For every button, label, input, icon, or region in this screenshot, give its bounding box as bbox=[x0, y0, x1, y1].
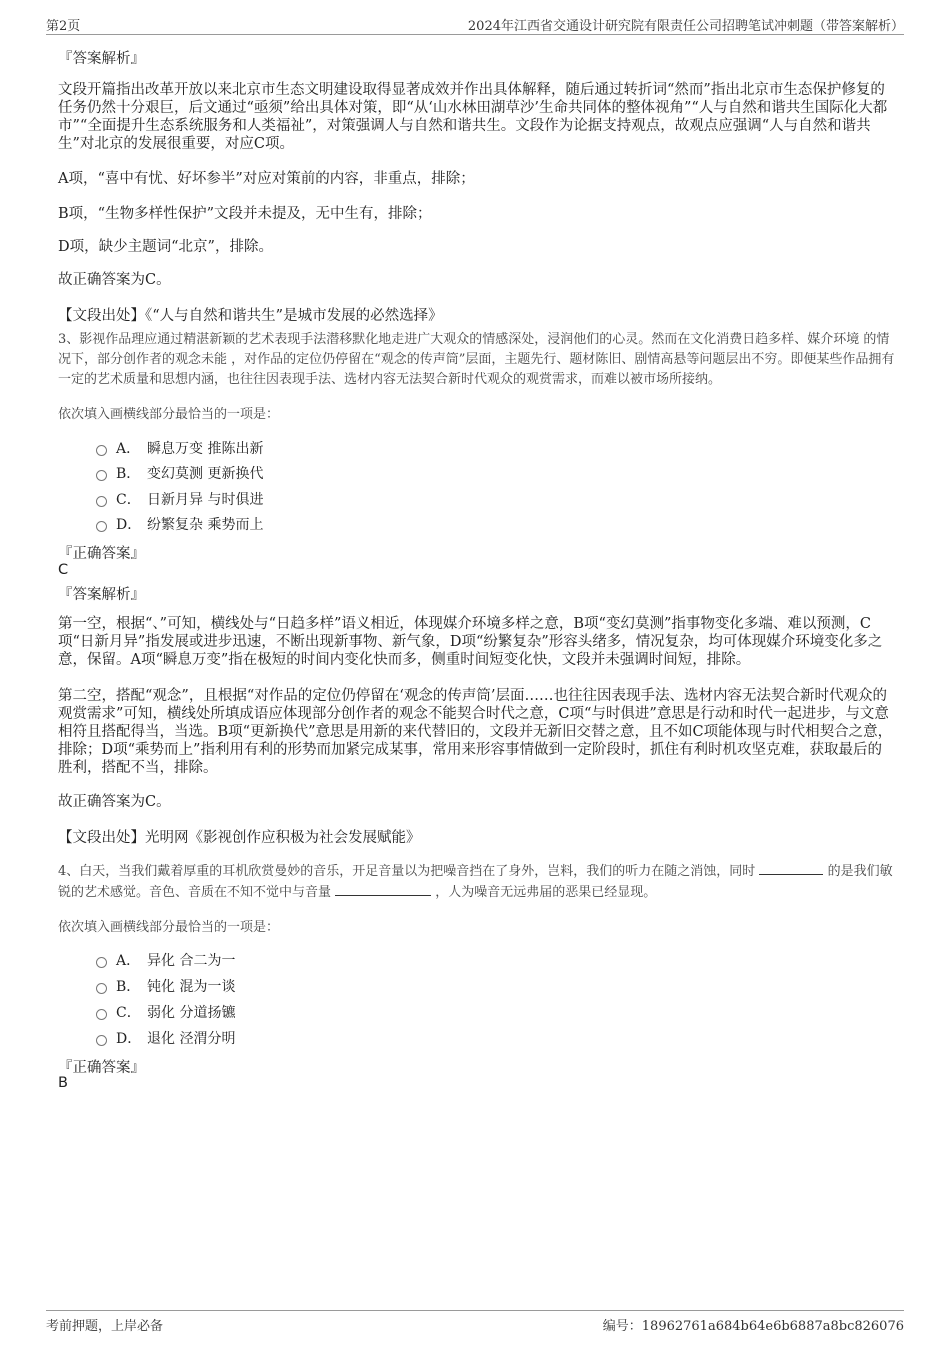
q4-question-part-2: 的是我们敏锐的艺术感觉。音色、音质在不知不觉中与音量 bbox=[58, 864, 893, 900]
q4-option-b-text: 钝化 混为一谈 bbox=[147, 979, 236, 995]
document-title: 2024年江西省交通设计研究院有限责任公司招聘笔试冲刺题（带答案解析） bbox=[467, 19, 904, 34]
q4-answer-label: 『正确答案』 bbox=[58, 1060, 145, 1076]
q3-option-c-letter: C． bbox=[116, 492, 141, 508]
q4-option-a-letter: A． bbox=[116, 953, 141, 969]
q3-option-b-letter: B． bbox=[116, 466, 141, 482]
q4-option-a[interactable] bbox=[96, 950, 235, 970]
q4-blank-1 bbox=[759, 861, 823, 875]
q3-answer-value: C bbox=[58, 562, 69, 578]
page-header bbox=[46, 14, 904, 35]
q2-conclusion: 故正确答案为C。 bbox=[58, 272, 171, 288]
footer-slogan: 考前押题，上岸必备 bbox=[46, 1319, 164, 1334]
q3-analysis-label: 『答案解析』 bbox=[58, 587, 145, 603]
q4-option-d[interactable] bbox=[96, 1028, 235, 1048]
q2-analysis-option-b: B项，“生物多样性保护”文段并未提及，无中生有，排除； bbox=[58, 206, 432, 222]
q4-question-text bbox=[58, 861, 896, 903]
q4-blank-2 bbox=[335, 882, 431, 896]
q4-option-d-text: 退化 泾渭分明 bbox=[147, 1031, 236, 1047]
q4-question-part-3: ，人为噪音无远弗届的恶果已经显现。 bbox=[435, 885, 657, 900]
q3-option-d[interactable] bbox=[96, 514, 263, 534]
q3-option-b-text: 变幻莫测 更新换代 bbox=[147, 466, 264, 482]
q3-prompt: 依次填入画横线部分最恰当的一项是： bbox=[58, 407, 280, 422]
q3-analysis-first-blank: 第一空，根据“、”可知，横线处与“日趋多样”语义相近，体现媒介环境多样之意，B项“变幻莫测”指事物变化多端、难以预测，C项“日新月异”指发展或进步迅速，不断出现新事物、新气象，D项“纷繁复杂”形容头绪多，情况复杂，均可体现媒介环境变化多之意，保留。A项“瞬息万变”指在极短的时间内变化快而多，侧重时间短变化快，文段并未强调时间短，排除。 bbox=[58, 616, 883, 668]
q3-option-a-letter: A． bbox=[116, 441, 141, 457]
radio-button-icon[interactable] bbox=[96, 445, 107, 456]
q4-option-c-text: 弱化 分道扬镳 bbox=[147, 1005, 236, 1021]
q4-prompt: 依次填入画横线部分最恰当的一项是： bbox=[58, 920, 280, 935]
q4-option-b[interactable] bbox=[96, 976, 235, 996]
q2-analysis-option-d: D项，缺少主题词“北京”，排除。 bbox=[58, 239, 273, 255]
radio-button-icon[interactable] bbox=[96, 983, 107, 994]
q3-conclusion: 故正确答案为C。 bbox=[58, 794, 171, 810]
q3-option-b[interactable] bbox=[96, 463, 263, 483]
q3-answer-label: 『正确答案』 bbox=[58, 546, 145, 562]
radio-button-icon[interactable] bbox=[96, 957, 107, 968]
radio-button-icon[interactable] bbox=[96, 521, 107, 532]
radio-button-icon[interactable] bbox=[96, 496, 107, 507]
q3-analysis-second-blank: 第二空，搭配“观念”，且根据“对作品的定位仍停留在‘观念的传声筒’层面……也往往因表现手法、选材内容无法契合新时代观众的观赏需求”可知，横线处所填成语应体现部分创作者的观念不能契合时代之意，C项“与时俱进”意思是行动和时代一起进步，与文意相符且搭配得当，当选。B项“更新换代”意思是用新的来代替旧的，文段并无新旧交替之意，且不如C项能体现与时代相契合之意，排除；D项“乘势而上”指利用有利的形势而加紧完成某事，常用来形容事情做到一定阶段时，抓住有利时机攻坚克难，获取最后的胜利，搭配不当，排除。 bbox=[58, 688, 893, 776]
q4-option-c-letter: C． bbox=[116, 1005, 141, 1021]
radio-button-icon[interactable] bbox=[96, 1009, 107, 1020]
q4-option-b-letter: B． bbox=[116, 979, 141, 995]
q4-option-d-letter: D． bbox=[116, 1031, 142, 1047]
q4-question-part-1: 4、白天，当我们戴着厚重的耳机欣赏曼妙的音乐，开足音量以为把噪音挡在了身外，岂料，我们的听力在随之消蚀，同时 bbox=[58, 864, 756, 879]
q2-analysis-paragraph: 文段开篇指出改革开放以来北京市生态文明建设取得显著成效并作出具体解释，随后通过转折词“然而”指出北京市生态保护修复的任务仍然十分艰巨，后文通过“亟须”给出具体对策，即“从‘山水林田湖草沙’生命共同体的整体视角”“人与自然和谐共生国际化大都市”“全面提升生态系统服务和人类福祉”，对策强调人与自然和谐共生。文段作为论据支持观点，故观点应强调“人与自然和谐共生”对北京的发展很重要，对应C项。 bbox=[58, 82, 888, 152]
q3-question-text: 3、影视作品理应通过精湛新颖的艺术表现手法潜移默化地走进广大观众的情感深处，浸润他们的心灵。然而在文化消费日趋多样、媒介环境 的情况下，部分创作者的观念未能 ，对作品的定位仍停留在“观念的传声筒”层面，主题先行、题材陈旧、剧情高悬等问题层出不穷。即便某些作品拥有一定的艺术质量和思想内涵，也往往因表现手法、选材内容无法契合新时代观众的观赏需求，而难以被市场所接纳。 bbox=[58, 332, 895, 387]
document-id: 编号：18962761a684b64e6b6887a8bc826076 bbox=[602, 1319, 904, 1334]
q3-source: 【文段出处】光明网《影视创作应积极为社会发展赋能》 bbox=[58, 830, 421, 846]
q4-option-a-text: 异化 合二为一 bbox=[147, 953, 236, 969]
q4-option-c[interactable] bbox=[96, 1002, 235, 1022]
q3-option-d-text: 纷繁复杂 乘势而上 bbox=[147, 517, 264, 533]
page-number: 第2页 bbox=[46, 19, 81, 34]
q3-option-a[interactable] bbox=[96, 438, 263, 458]
page-footer bbox=[46, 1310, 904, 1335]
radio-button-icon[interactable] bbox=[96, 1035, 107, 1046]
q3-option-a-text: 瞬息万变 推陈出新 bbox=[147, 441, 264, 457]
q2-analysis-option-a: A项，“喜中有忧、好坏参半”对应对策前的内容，非重点，排除； bbox=[58, 171, 475, 187]
q3-option-c-text: 日新月异 与时俱进 bbox=[147, 492, 264, 508]
q3-option-d-letter: D． bbox=[116, 517, 142, 533]
radio-button-icon[interactable] bbox=[96, 470, 107, 481]
q2-analysis-label: 『答案解析』 bbox=[58, 51, 145, 67]
q3-option-c[interactable] bbox=[96, 489, 263, 509]
q2-source: 【文段出处】《“人与自然和谐共生”是城市发展的必然选择》 bbox=[58, 308, 443, 324]
q4-answer-value: B bbox=[58, 1075, 68, 1091]
